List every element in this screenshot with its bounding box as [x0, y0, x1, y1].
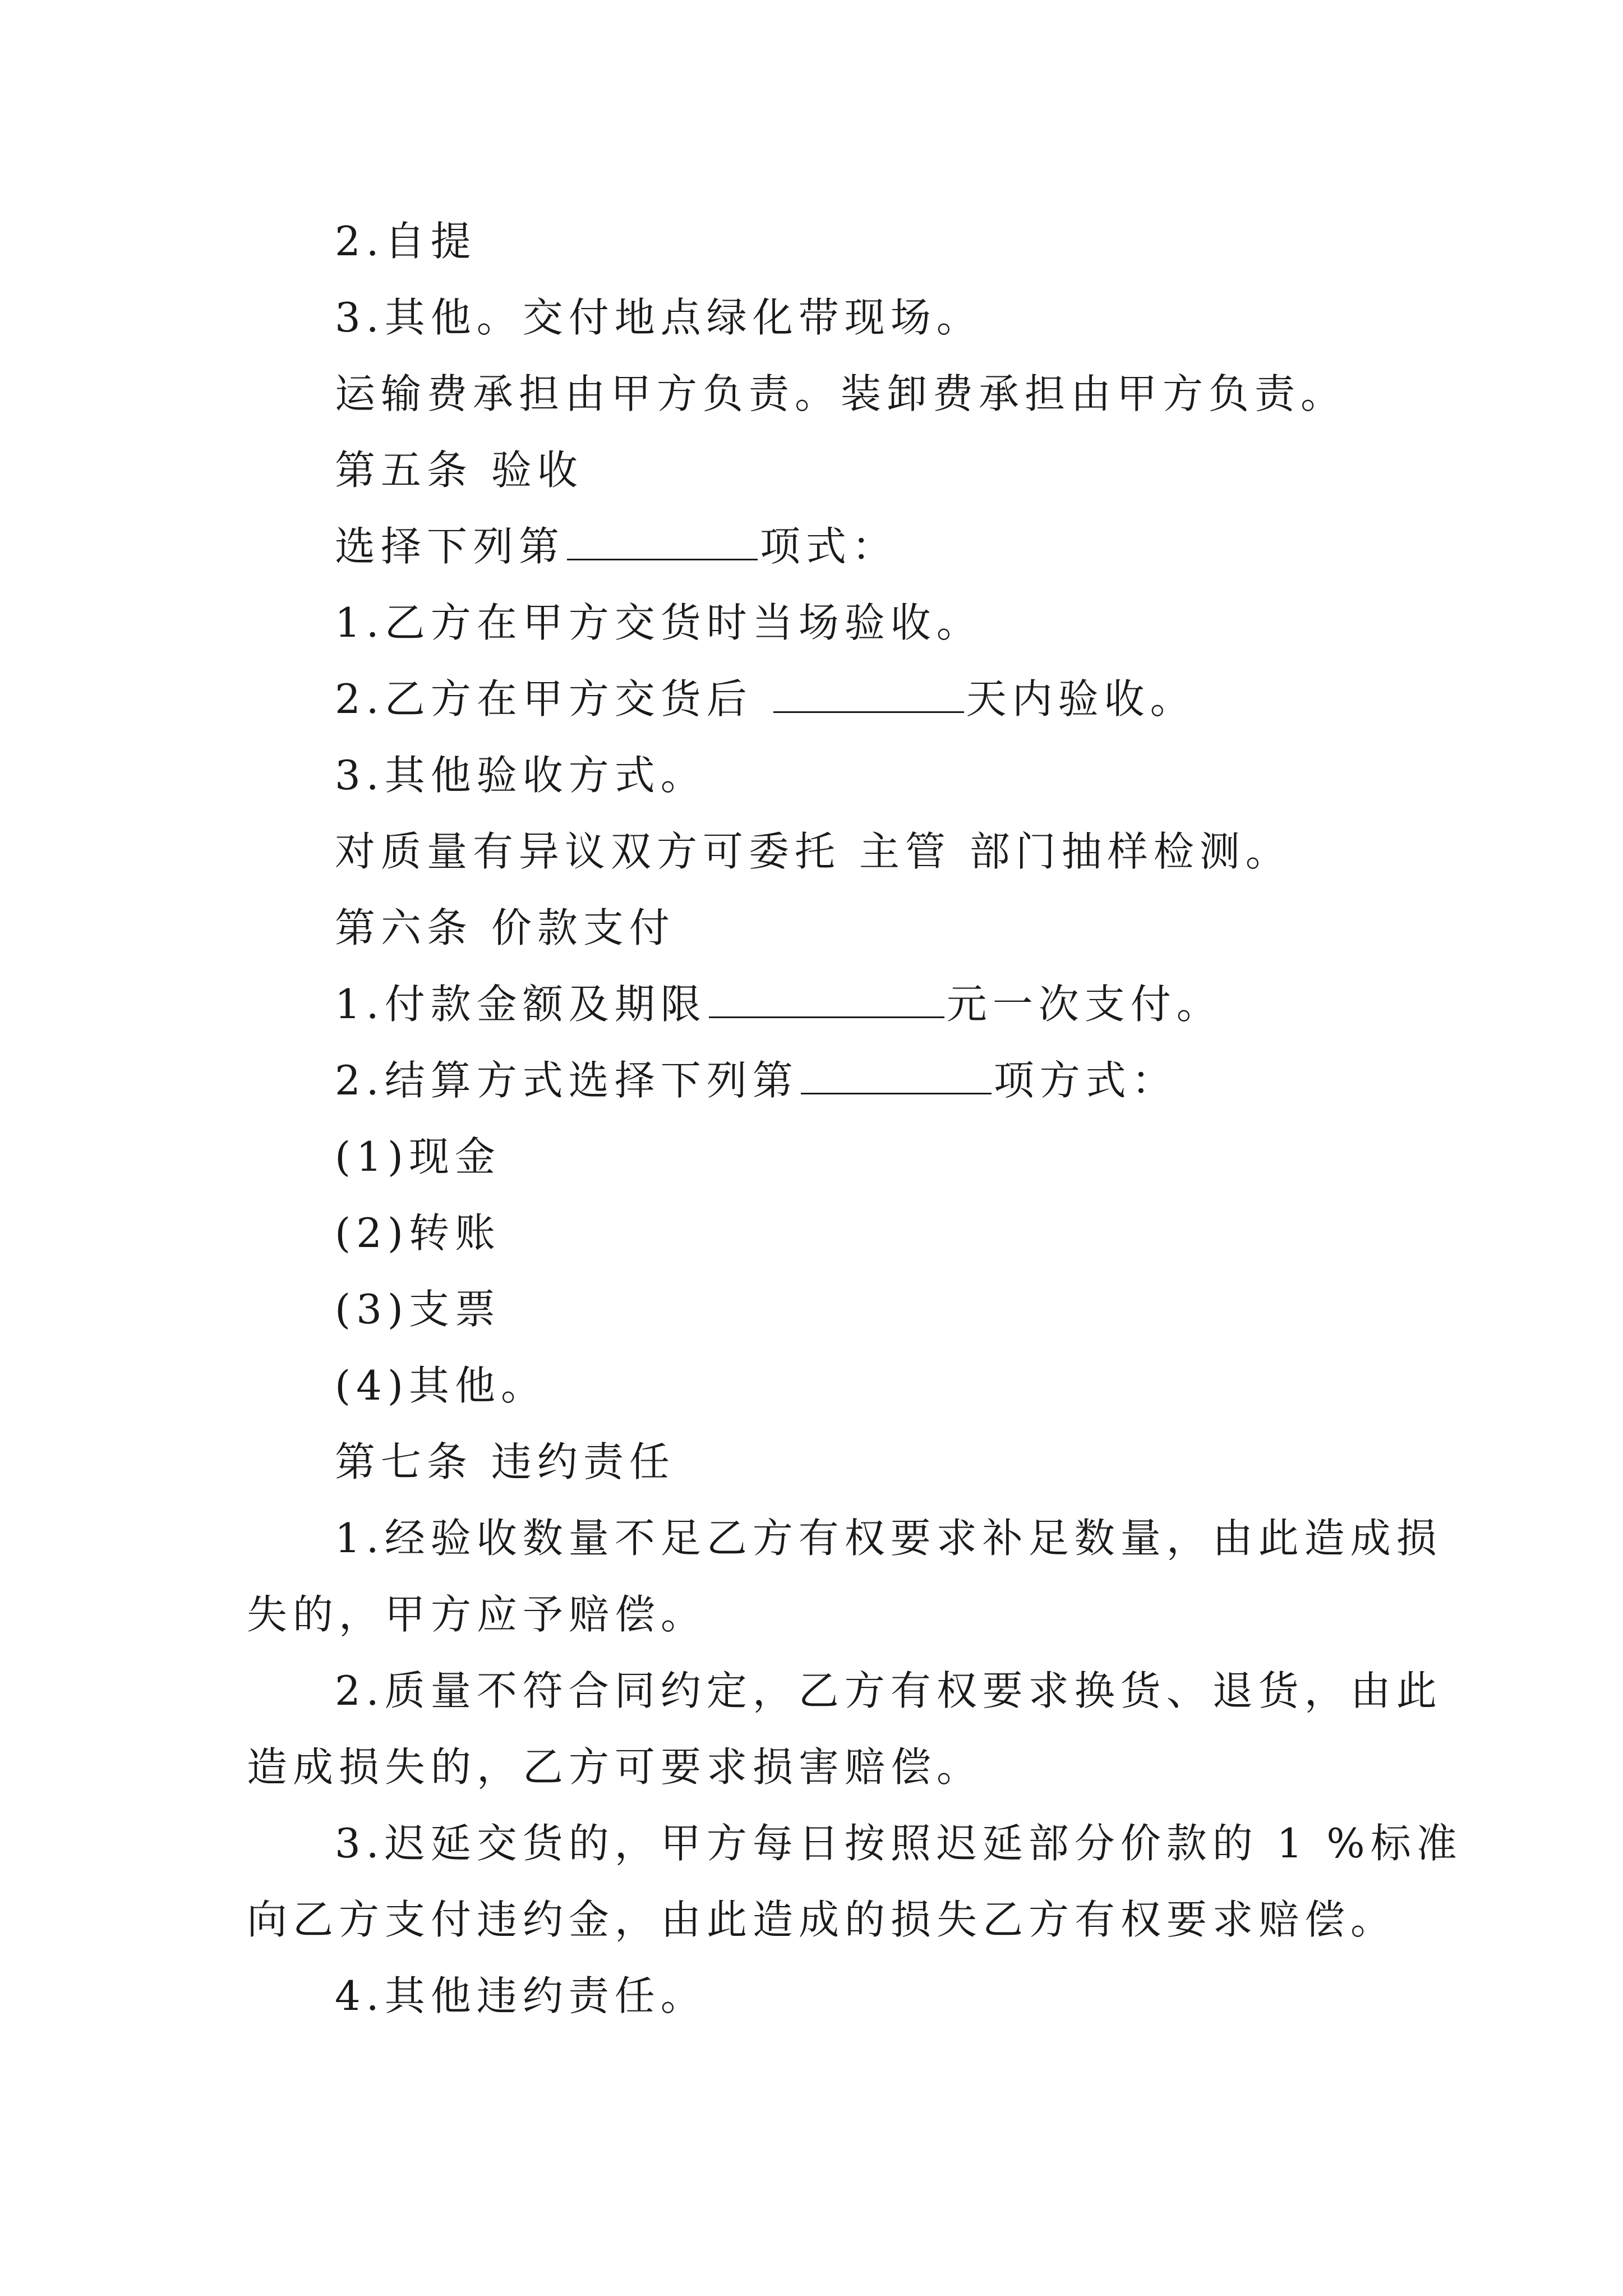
line-text: 3.其他。交付地点绿化带现场。 [335, 294, 983, 341]
line-text: 造成损失的，乙方可要求损害赔偿。 [247, 1743, 983, 1791]
fill-in-blank[interactable] [567, 524, 758, 560]
line-text: 3.其他验收方式。 [335, 752, 707, 799]
line-text: (3)支票 [335, 1286, 501, 1333]
liability-3-line-1 [335, 1816, 1463, 1870]
liability-1-line-2 [247, 1588, 707, 1641]
line-text: 第六条 价款支付 [335, 904, 675, 951]
settlement-option-other [335, 1359, 547, 1412]
liability-3-line-2 [247, 1893, 1396, 1947]
transport-cost-clause [335, 367, 1347, 421]
line-text: 1.付款金额及期限 [335, 981, 707, 1028]
liability-2-line-1 [335, 1664, 1442, 1718]
delivery-option-2 [335, 214, 477, 268]
acceptance-option-2 [335, 672, 1196, 726]
article-5-heading [335, 443, 583, 497]
line-text: 第七条 违约责任 [335, 1438, 675, 1485]
line-text: 2.自提 [335, 218, 477, 265]
liability-4 [335, 1969, 707, 2023]
line-text: 2.结算方式选择下列第 [335, 1057, 799, 1104]
settlement-method-line [335, 1053, 1178, 1107]
line-text: 1.乙方在甲方交货时当场验收。 [335, 599, 983, 646]
line-text: 天内验收。 [966, 675, 1196, 723]
fill-in-blank[interactable] [801, 1058, 992, 1094]
acceptance-option-1 [335, 596, 983, 650]
settlement-option-cheque [335, 1282, 501, 1336]
acceptance-option-3 [335, 748, 707, 802]
line-text: 选择下列第 [335, 523, 565, 570]
settlement-option-transfer [335, 1206, 501, 1260]
payment-amount-line [335, 977, 1223, 1031]
delivery-option-3 [335, 291, 983, 344]
acceptance-choice-line [335, 519, 898, 573]
line-text: 2.乙方在甲方交货后 [335, 675, 771, 723]
liability-2-line-2 [247, 1740, 983, 1794]
line-text: 元一次支付。 [946, 981, 1223, 1028]
line-text: 第五条 验收 [335, 447, 583, 494]
line-text: 对质量有异议双方可委托 主管 部门抽样检测。 [335, 828, 1292, 875]
article-7-heading [335, 1435, 675, 1489]
line-text: (2)转账 [335, 1209, 501, 1257]
line-text: 3.迟延交货的，甲方每日按照迟延部分价款的 1 %标准 [335, 1820, 1463, 1867]
fill-in-blank[interactable] [773, 677, 964, 713]
line-text: 4.其他违约责任。 [335, 1972, 707, 2019]
liability-1-line-1 [335, 1511, 1442, 1565]
line-text: 2.质量不符合同约定，乙方有权要求换货、退货，由此 [335, 1667, 1442, 1714]
settlement-option-cash [335, 1130, 501, 1184]
line-text: 项方式： [993, 1057, 1178, 1104]
line-text: 1.经验收数量不足乙方有权要求补足数量，由此造成损 [335, 1515, 1442, 1562]
quality-dispute-clause [335, 825, 1292, 878]
line-text: 失的，甲方应予赔偿。 [247, 1591, 707, 1638]
line-text: (1)现金 [335, 1133, 501, 1180]
article-6-heading [335, 901, 675, 955]
line-text: 项式： [760, 523, 898, 570]
line-text: (4)其他。 [335, 1362, 547, 1409]
line-text: 运输费承担由甲方负责。装卸费承担由甲方负责。 [335, 370, 1347, 417]
line-text: 向乙方支付违约金，由此造成的损失乙方有权要求赔偿。 [247, 1896, 1397, 1943]
fill-in-blank[interactable] [709, 982, 944, 1018]
